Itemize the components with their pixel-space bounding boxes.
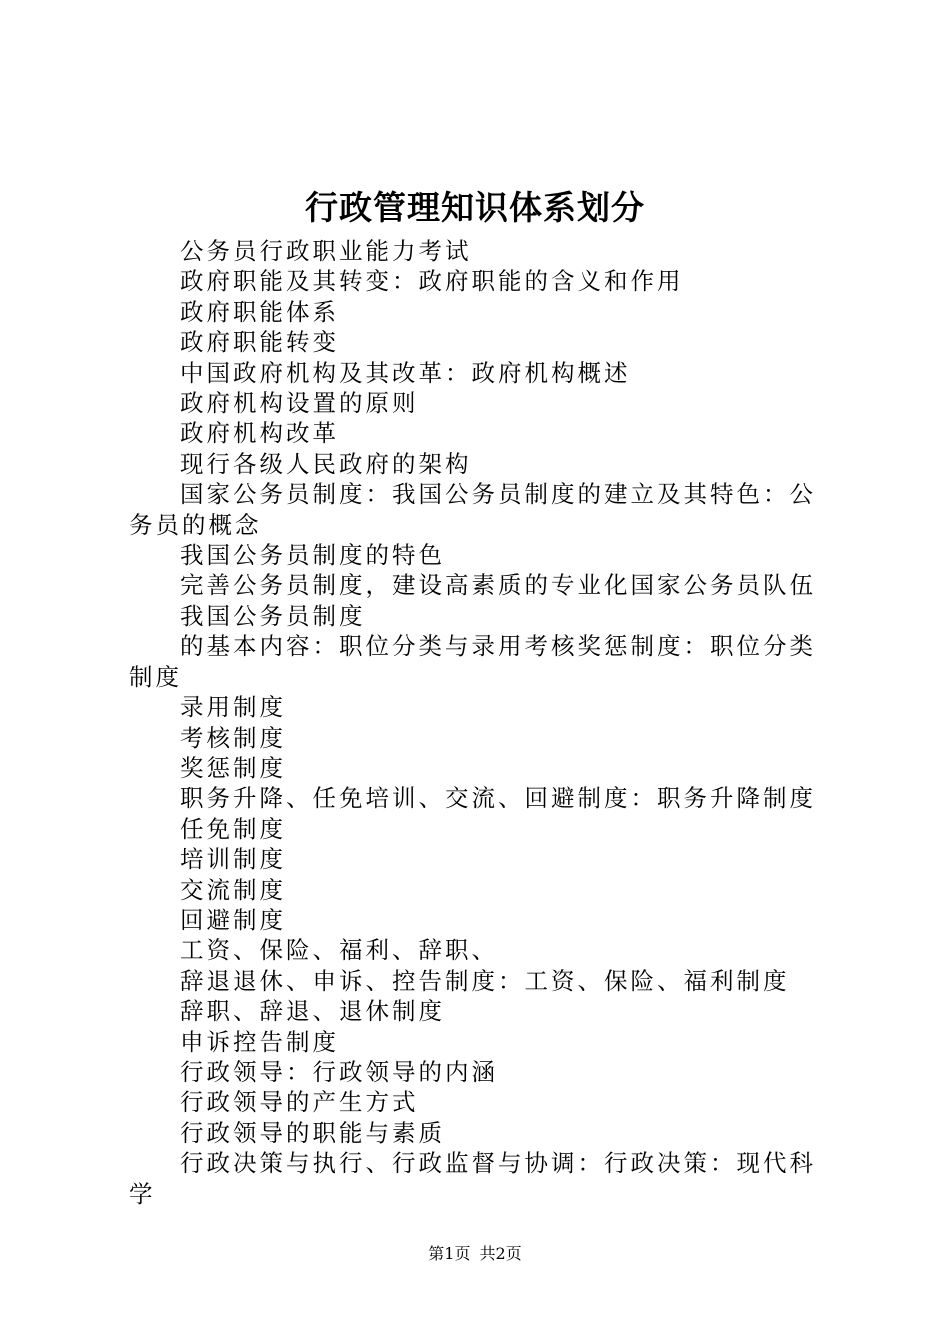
paragraph: 现行各级人民政府的架构 [180,449,472,478]
paragraph: 任免制度 [180,814,286,843]
paragraph: 完善公务员制度，建设高素质的专业化国家公务员队伍 [180,571,816,600]
paragraph: 政府机构设置的原则 [180,389,419,418]
paragraph: 考核制度 [180,723,286,752]
paragraph: 行政决策与执行、行政监督与协调：行政决策：现代科学 [129,1149,816,1208]
paragraph: 行政领导：行政领导的内涵 [180,1057,498,1086]
page-footer [0,1243,950,1265]
paragraph: 我国公务员制度的特色 [180,541,445,570]
document-body [129,236,834,1209]
paragraph: 回避制度 [180,905,286,934]
paragraph: 国家公务员制度：我国公务员制度的建立及其特色：公务员的概念 [129,480,816,539]
paragraph: 公务员行政职业能力考试 [180,237,472,265]
paragraph: 辞职、辞退、退休制度 [180,997,445,1026]
paragraph: 行政领导的职能与素质 [180,1118,445,1147]
paragraph: 奖惩制度 [180,753,286,782]
paragraph: 政府职能转变 [180,328,339,357]
document-title: 行政管理知识体系划分 [305,188,645,227]
paragraph: 申诉控告制度 [180,1027,339,1056]
paragraph: 政府机构改革 [180,419,339,448]
paragraph: 行政领导的产生方式 [180,1088,419,1117]
paragraph: 交流制度 [180,875,286,904]
page-total: 共2页 [479,1244,522,1263]
paragraph: 中国政府机构及其改革：政府机构概述 [180,358,631,387]
paragraph: 我国公务员制度 [180,601,366,630]
paragraph: 辞退退休、申诉、控告制度：工资、保险、福利制度 [180,966,790,995]
paragraph: 政府职能体系 [180,297,339,326]
paragraph: 培训制度 [180,845,286,874]
paragraph: 录用制度 [180,693,286,722]
paragraph: 政府职能及其转变：政府职能的含义和作用 [180,267,684,296]
paragraph: 工资、保险、福利、辞职、 [180,936,498,965]
paragraph: 的基本内容：职位分类与录用考核奖惩制度：职位分类制度 [129,632,816,691]
page-number: 第1页 [428,1244,471,1263]
paragraph: 职务升降、任免培训、交流、回避制度：职务升降制度 [180,784,816,813]
